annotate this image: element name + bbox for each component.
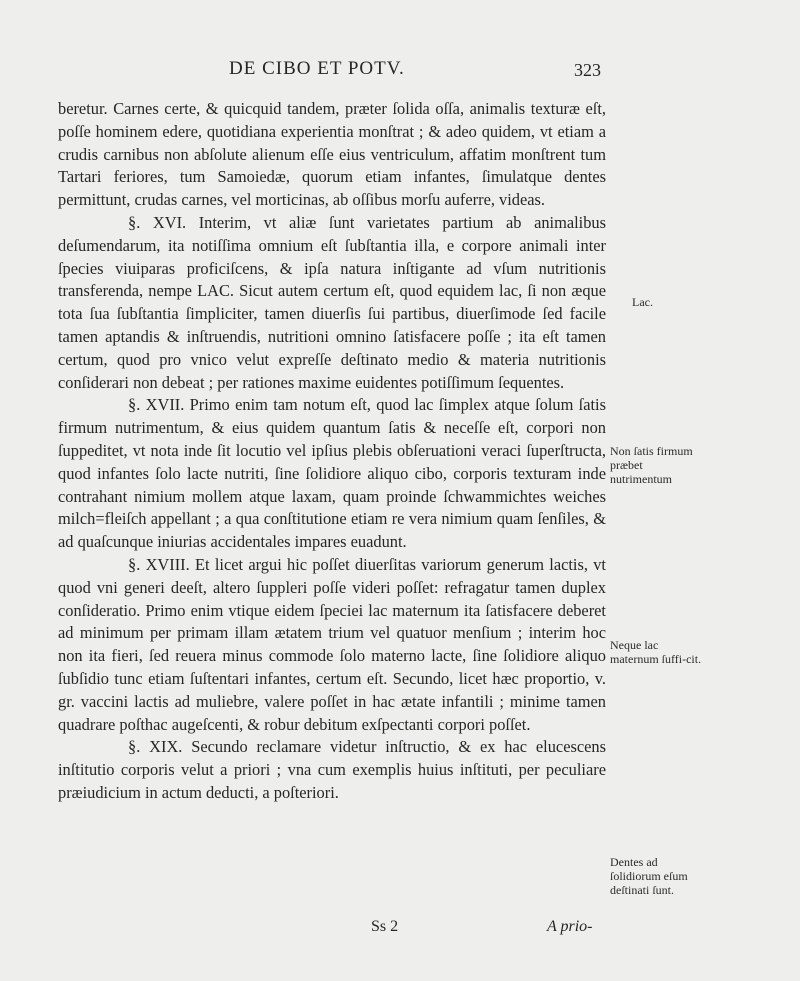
running-head: DE CIBO ET POTV. bbox=[229, 58, 405, 79]
paragraph-xix: §. XIX. Secundo reclamare videtur inſtructio, & ex hac elucescens inſtitutio corporis velut a priori ; vna cum exemplis huius inſtituti, per peculiare præiudicium in actum deducti, a poſteriori. bbox=[58, 737, 606, 802]
margin-note-lac: Lac. bbox=[632, 295, 653, 309]
paragraph-xvi: §. XVI. Interim, vt aliæ ſunt varietates partium ab animalibus deſumendarum, ita notiſſima omnium eſt ſubſtantia illa, e corpore animali inter ſpecies viuiparas proficiſcens, & ipſa natura inſtigante ad vſum nutritionis transferenda, nempe LAC. Sicut autem certum eſt, quod equidem lac, ſi non æque tota ſua ſubſtantia ſimpliciter, tamen diuerſis ſui partibus, diuerſimode ſed facile tamen aptandis & inſtruendis, nutritioni omnino ſatisfacere poſſe ; ita eſt tamen certum, quod pro vnico velut expreſſe deſtinato medio & materia nutritionis conſiderari non debeat ; per rationes maxime euidentes potiſſimum ſequentes. bbox=[58, 212, 606, 392]
margin-note-dentes: Dentes ad ſolidiorum eſum deſtinati ſunt. bbox=[610, 855, 688, 897]
page-number: 323 bbox=[574, 60, 601, 80]
main-text bbox=[58, 98, 606, 805]
signature-mark: Ss 2 bbox=[371, 918, 399, 935]
margin-note-firmum: Non ſatis firmum præbet nutrimentum bbox=[610, 444, 693, 486]
catchword: A prio- bbox=[547, 918, 593, 935]
paragraph-xvii: §. XVII. Primo enim tam notum eſt, quod lac ſimplex atque ſolum ſatis firmum nutrimentum, & eius quidem quantum ſatis & neceſſe eſt, corpori non ſuppeditet, vt nota inde ſit locutio vel ipſius plebis obſeruationi veraci ſuperſtructa, quod infantes ſolo lacte nutriti, ſine ſolidiore aliquo cibo, corporis texturam inde contrahant nimium mollem atque laxam, quam proinde ſchwammichtes weiches milch=fleiſch appellant ; a qua conſtitutione etiam re vera nimium quam ſenſiles, & ad quaſcunque iniurias accidentales impares euadunt. bbox=[58, 395, 606, 552]
paragraph-xviii: §. XVIII. Et licet argui hic poſſet diuerſitas variorum generum lactis, vt quod vni generi deeſt, altero ſuppleri poſſe videri poſſet: refragatur tamen duplex conſideratio. Primo enim vtique eidem ſpeciei lac maternum ita ſatisfacere deberet ad minimum per primam illam ætatem trium vel quatuor menſium ; interim hoc non ita fieri, ſed reuera minus commode ſolo materno lacte, ſine ſolidiore aliquo ſubſidio tunc etiam ſuſtentari infantes, certum eſt. Secundo, licet hæc proportio, v. gr. vaccini lactis ad muliebre, valere poſſet in hac ætate infantili ; minime tamen quadrare poſthac augeſcenti, & robur debitum exſpectanti corpori poſſet. bbox=[58, 554, 606, 734]
margin-note-lac-maternum: Neque lac maternum ſuffi-cit. bbox=[610, 638, 702, 666]
paragraph: beretur. Carnes certe, & quicquid tandem, præter ſolida oſſa, animalis texturæ eſt, poſſe hominem edere, quotidiana experientia monſtrat ; & adeo quidem, vt etiam a crudis carnibus non abſolute alienum eſſe eius ventriculum, affatim monſtrent tum Tartari feriores, tum Samoiedæ, quorum etiam infantes, ſimulatque dentes permittunt, crudas carnes, vel morticinas, ab oſſibus morſu auferre, videas. bbox=[58, 99, 606, 210]
